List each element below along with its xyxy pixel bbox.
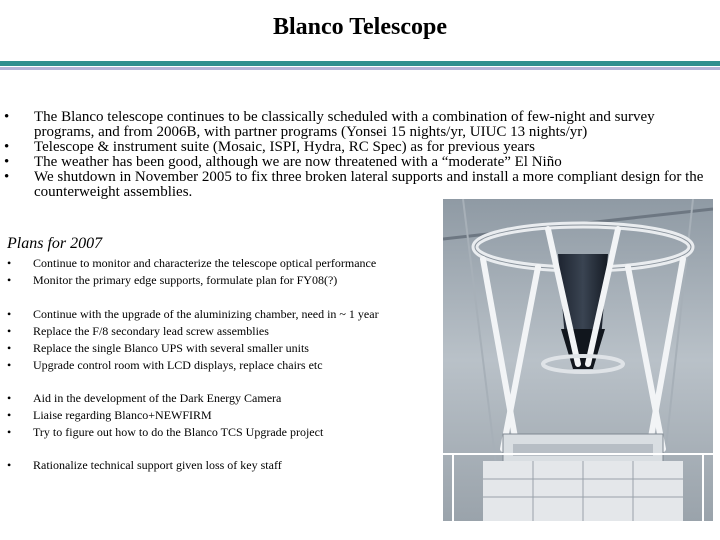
list-item [7, 306, 443, 323]
plan-text: Replace the single Blanco UPS with several smaller units [33, 341, 309, 355]
list-item [7, 457, 443, 474]
list-item [7, 340, 443, 357]
bullet-marker: • [7, 273, 12, 287]
bullet-marker: • [4, 109, 10, 125]
bullet-marker: • [7, 425, 12, 439]
plan-text: Upgrade control room with LCD displays, replace chairs etc [33, 358, 323, 372]
plan-text: Replace the F/8 secondary lead screw assemblies [33, 324, 269, 338]
bullet-marker: • [7, 307, 12, 321]
list-item [7, 255, 443, 272]
list-item [7, 272, 443, 289]
plan-group-2 [7, 306, 443, 374]
list-item [7, 390, 443, 407]
plan-group-4 [7, 457, 443, 474]
plan-text: Monitor the primary edge supports, formulate plan for FY08(?) [33, 273, 338, 287]
bullet-marker: • [7, 341, 12, 355]
telescope-photo [443, 199, 713, 521]
bullet-marker: • [7, 324, 12, 338]
plans-heading: Plans for 2007 [7, 235, 103, 252]
list-item [4, 154, 714, 170]
list-item [7, 357, 443, 374]
bullet-text: We shutdown in November 2005 to fix three broken lateral supports and install a more compliant design for the counterweight assemblies. [34, 169, 704, 200]
plan-group-3 [7, 390, 443, 441]
bullet-marker: • [7, 458, 12, 472]
list-item [7, 323, 443, 340]
plan-text: Rationalize technical support given loss of key staff [33, 458, 282, 472]
bullet-text: Telescope & instrument suite (Mosaic, ISPI, Hydra, RC Spec) as for previous years [34, 139, 535, 155]
plan-text: Aid in the development of the Dark Energy Camera [33, 391, 282, 405]
list-item [4, 109, 714, 140]
bullet-marker: • [4, 139, 10, 155]
plan-text: Try to figure out how to do the Blanco TCS Upgrade project [33, 425, 324, 439]
bullet-text: The weather has been good, although we are now threatened with a “moderate” El Niño [34, 154, 562, 170]
slide-title: Blanco Telescope [272, 14, 447, 40]
plan-text: Continue to monitor and characterize the telescope optical performance [33, 256, 377, 270]
bullet-marker: • [7, 256, 12, 270]
plan-group-1 [7, 255, 443, 289]
list-item [7, 424, 443, 441]
bullet-marker: • [7, 358, 12, 372]
main-bullet-list [4, 109, 714, 200]
list-item [7, 407, 443, 424]
bullet-text: The Blanco telescope continues to be classically scheduled with a combination of few-night and survey programs, and from 2006B, with partner programs (Yonsei 15 nights/yr, UIUC 13 nights/yr) [34, 109, 655, 140]
bullet-marker: • [7, 391, 12, 405]
bullet-marker: • [4, 169, 10, 185]
bullet-marker: • [4, 154, 10, 170]
list-item [4, 169, 714, 200]
title-divider-lavender [0, 67, 720, 70]
bullet-marker: • [7, 408, 12, 422]
title-divider-teal [0, 61, 720, 66]
plan-text: Liaise regarding Blanco+NEWFIRM [33, 408, 212, 422]
plan-text: Continue with the upgrade of the aluminizing chamber, need in ~ 1 year [33, 307, 379, 321]
list-item [4, 139, 714, 155]
